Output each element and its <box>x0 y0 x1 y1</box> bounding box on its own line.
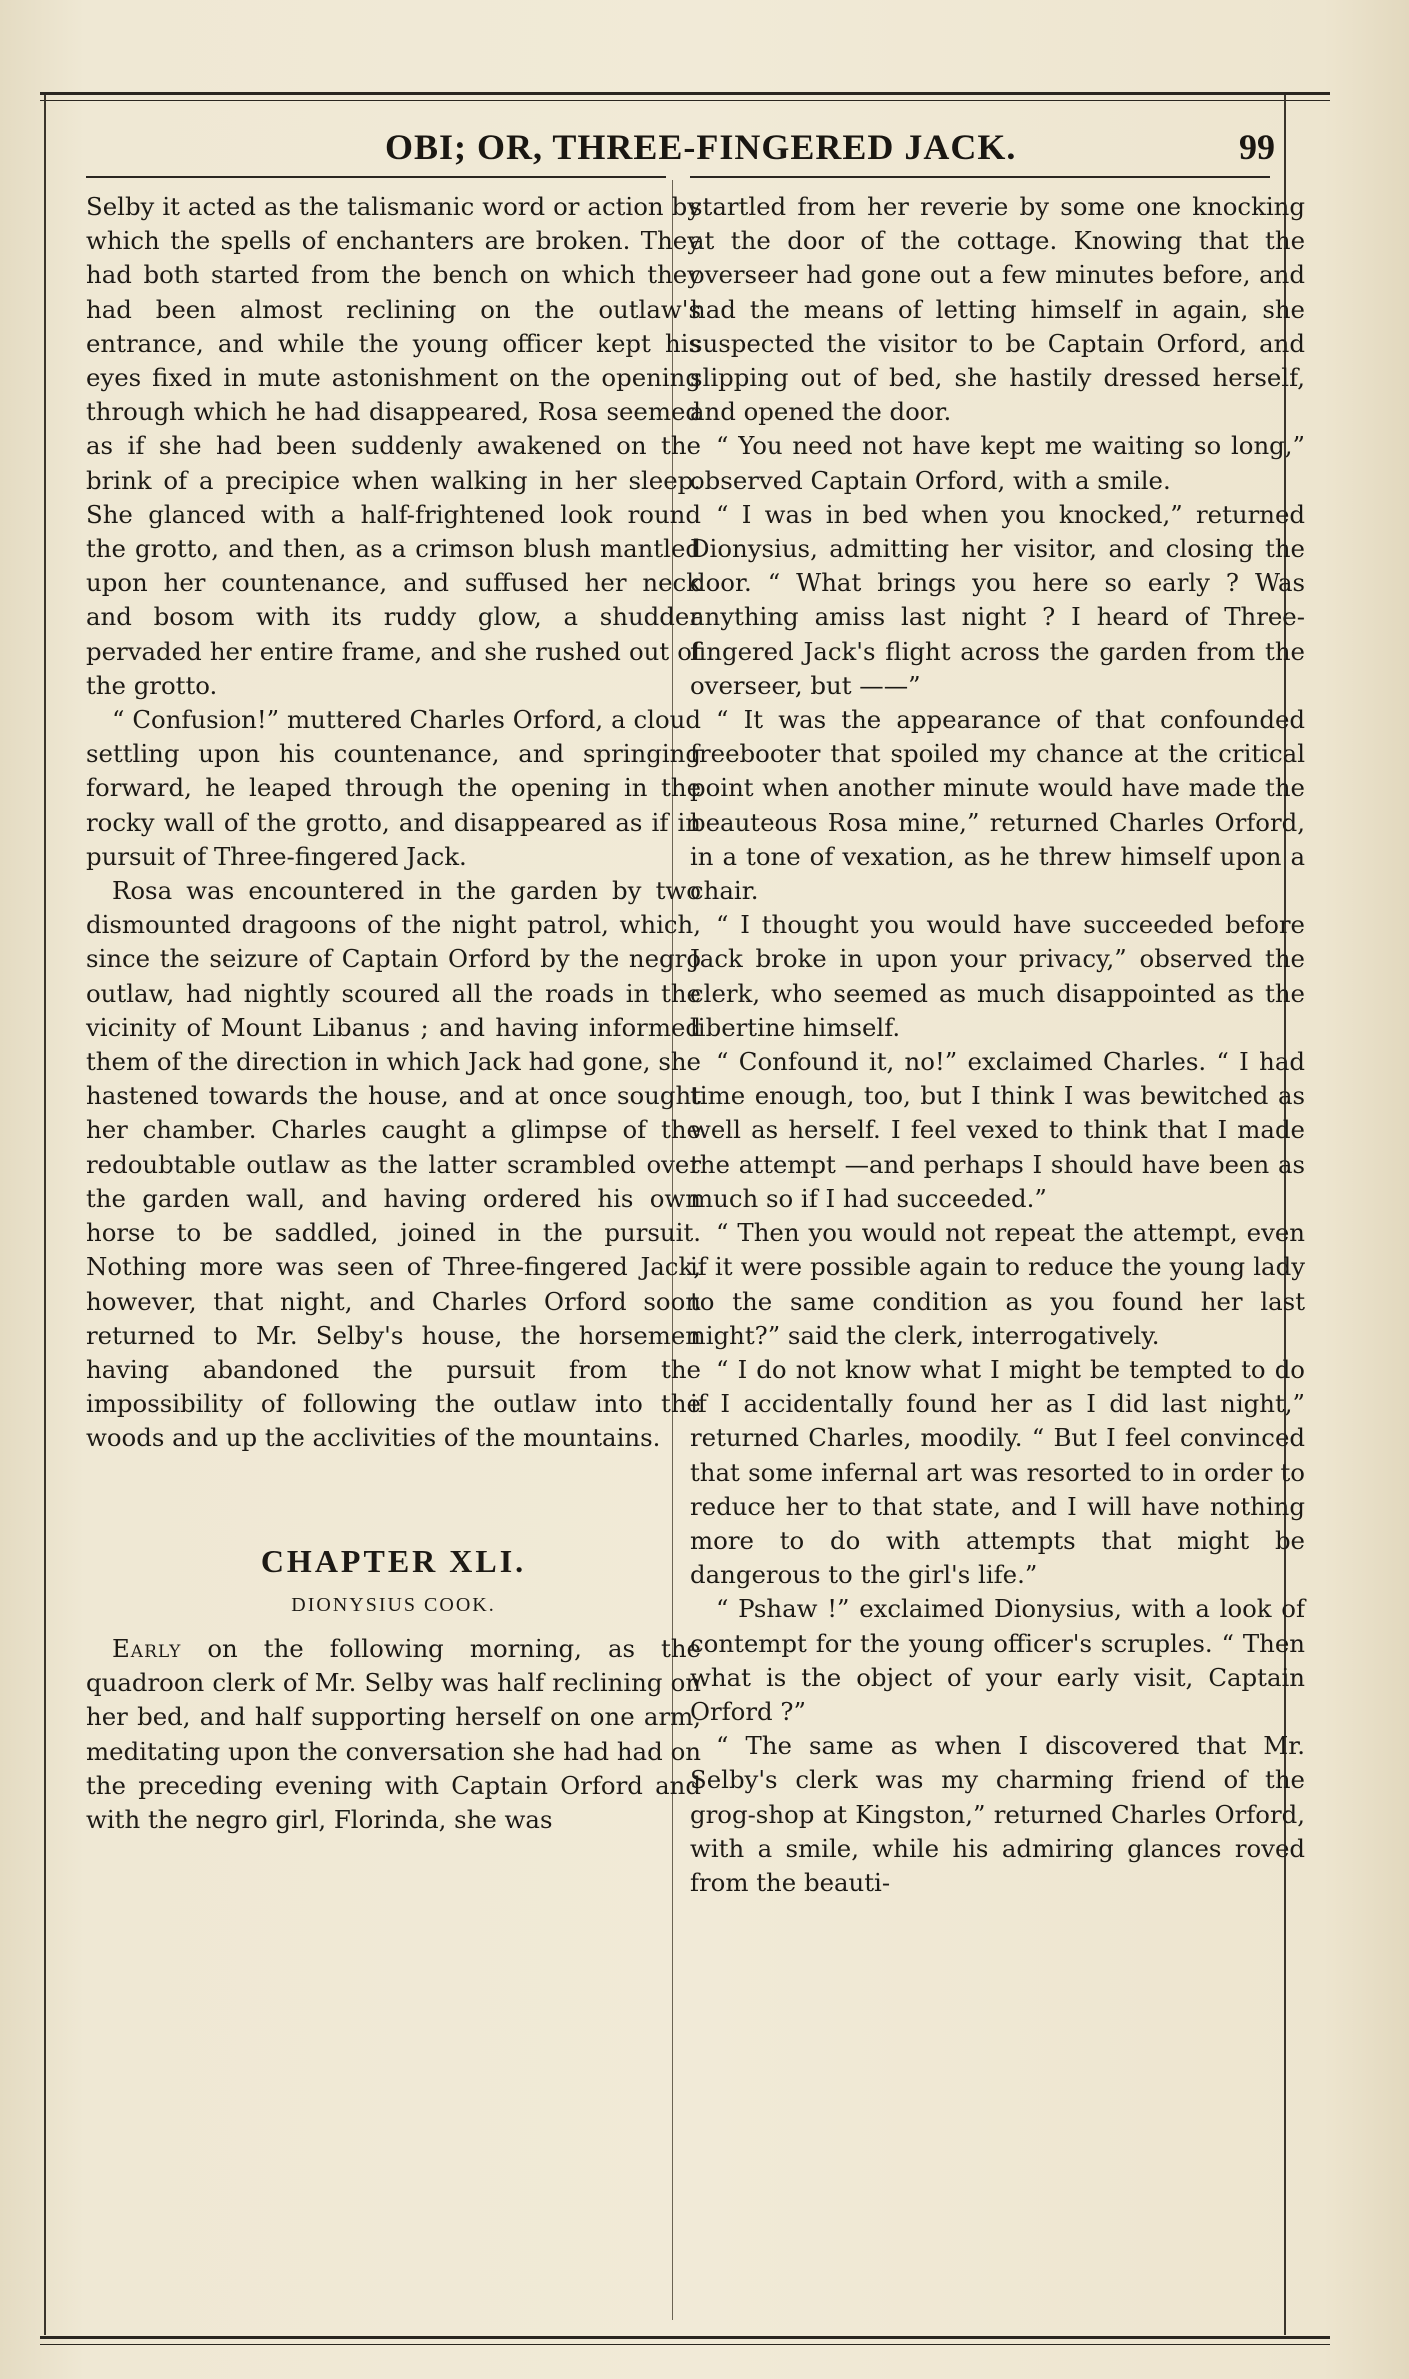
bottom-rule-thick <box>40 2336 1330 2339</box>
right-paragraph: startled from her reverie by some one knocking at the door of the cottage. Knowing that the overseer had gone out a few minutes before, and had the means of letting himself in again, she suspected the visitor to be Captain Orford, and slipping out of bed, she hastily dressed herself, and opened the door. <box>690 192 1305 427</box>
top-rule-thin <box>40 100 1330 101</box>
left-paragraph: Selby it acted as the talismanic word or action by which the spells of enchanters are broken. They had both started from the bench on which they had been almost reclining on the outlaw's entrance, and while the young officer kept his eyes fixed in mute astonishment on the opening through which he had disappeared, Rosa seemed as if she had been suddenly awakened on the brink of a precipice when walking in her sleep. She glanced with a half-frightened look round the grotto, and then, as a crimson blush mantled upon her countenance, and suffused her neck and bosom with its ruddy glow, a shudder pervaded her entire frame, and she rushed out of the grotto. <box>86 192 701 700</box>
right-paragraph: “ I thought you would have succeeded before Jack broke in upon your privacy,” observed the clerk, who seemed as much disappointed as the libertine himself. <box>690 910 1305 1042</box>
chapter-opening-text: on the following morning, as the quadroon clerk of Mr. Selby was half reclining on her bed, and half supporting herself on one arm, meditating upon the conversation she had had on the preceding evening with Captain Orford and with the negro girl, Florinda, she was <box>86 1633 701 1834</box>
chapter-first-word: Early <box>112 1633 182 1663</box>
bottom-rule-thin <box>40 2344 1330 2345</box>
right-paragraph: “ Then you would not repeat the attempt, even if it were possible again to reduce the young lady to the same condition as you found her last night?” said the clerk, interrogatively. <box>690 1218 1305 1350</box>
right-paragraph: “ I was in bed when you knocked,” returned Dionysius, admitting her visitor, and closing the door. “ What brings you here so early ? Was anything amiss last night ? I heard of Three-fingered Jack's flight across the garden from the overseer, but ——” <box>690 499 1305 700</box>
left-column <box>86 190 701 1837</box>
header-rule-left <box>86 176 666 178</box>
chapter-heading <box>86 1544 701 1622</box>
page-number: 99 <box>1239 127 1275 167</box>
right-paragraph: “ Confound it, no!” exclaimed Charles. “ I had time enough, too, but I think I was bewitched as well as herself. I feel vexed to think that I made the attempt —and perhaps I should have been as much so if I had succeeded.” <box>690 1047 1305 1213</box>
chapter-subtitle: DIONYSIUS COOK. <box>291 1593 496 1616</box>
right-paragraph: “ You need not have kept me waiting so long,” observed Captain Orford, with a smile. <box>690 431 1305 495</box>
left-paragraph: “ Confusion!” muttered Charles Orford, a cloud settling upon his countenance, and springing forward, he leaped through the opening in the rocky wall of the grotto, and disappeared as if in pursuit of Three-fingered Jack. <box>86 705 701 871</box>
chapter-opening-paragraph <box>86 1632 701 1837</box>
right-paragraph: “ Pshaw !” exclaimed Dionysius, with a look of contempt for the young officer's scruples. “ Then what is the object of your early visit, Captain Orford ?” <box>690 1594 1305 1726</box>
chapter-title: CHAPTER XLI. <box>260 1542 527 1579</box>
right-paragraph: “ I do not know what I might be tempted to do if I accidentally found her as I did last night,” returned Charles, moodily. “ But I feel convinced that some infernal art was resorted to in order to reduce her to that state, and I will have nothing more to do with attempts that might be dangerous to the girl's life.” <box>690 1354 1305 1590</box>
top-rule-thick <box>40 92 1330 95</box>
running-header <box>45 118 1285 178</box>
right-paragraph: “ The same as when I discovered that Mr. Selby's clerk was my charming friend of the grog-shop at Kingston,” returned Charles Orford, with a smile, while his admiring glances roved from the beauti- <box>690 1731 1305 1897</box>
left-border-line <box>44 95 46 2335</box>
right-paragraph: “ It was the appearance of that confounded freebooter that spoiled my chance at the critical point when another minute would have made the beauteous Rosa mine,” returned Charles Orford, in a tone of vexation, as he threw himself upon a chair. <box>690 705 1305 906</box>
left-paragraph: Rosa was encountered in the garden by two dismounted dragoons of the night patrol, which, since the seizure of Captain Orford by the negro outlaw, had nightly scoured all the roads in the vicinity of Mount Libanus ; and having informed them of the direction in which Jack had gone, she hastened towards the house, and at once sought her chamber. Charles caught a glimpse of the redoubtable outlaw as the latter scrambled over the garden wall, and having ordered his own horse to be saddled, joined in the pursuit. Nothing more was seen of Three-fingered Jack, however, that night, and Charles Orford soon returned to Mr. Selby's house, the horsemen having abandoned the pursuit from the impossibility of following the outlaw into the woods and up the acclivities of the mountains. <box>86 876 701 1453</box>
header-rule-right <box>690 176 1270 178</box>
running-title: OBI; OR, THREE-FINGERED JACK. <box>385 127 1017 167</box>
right-column <box>690 190 1305 1900</box>
